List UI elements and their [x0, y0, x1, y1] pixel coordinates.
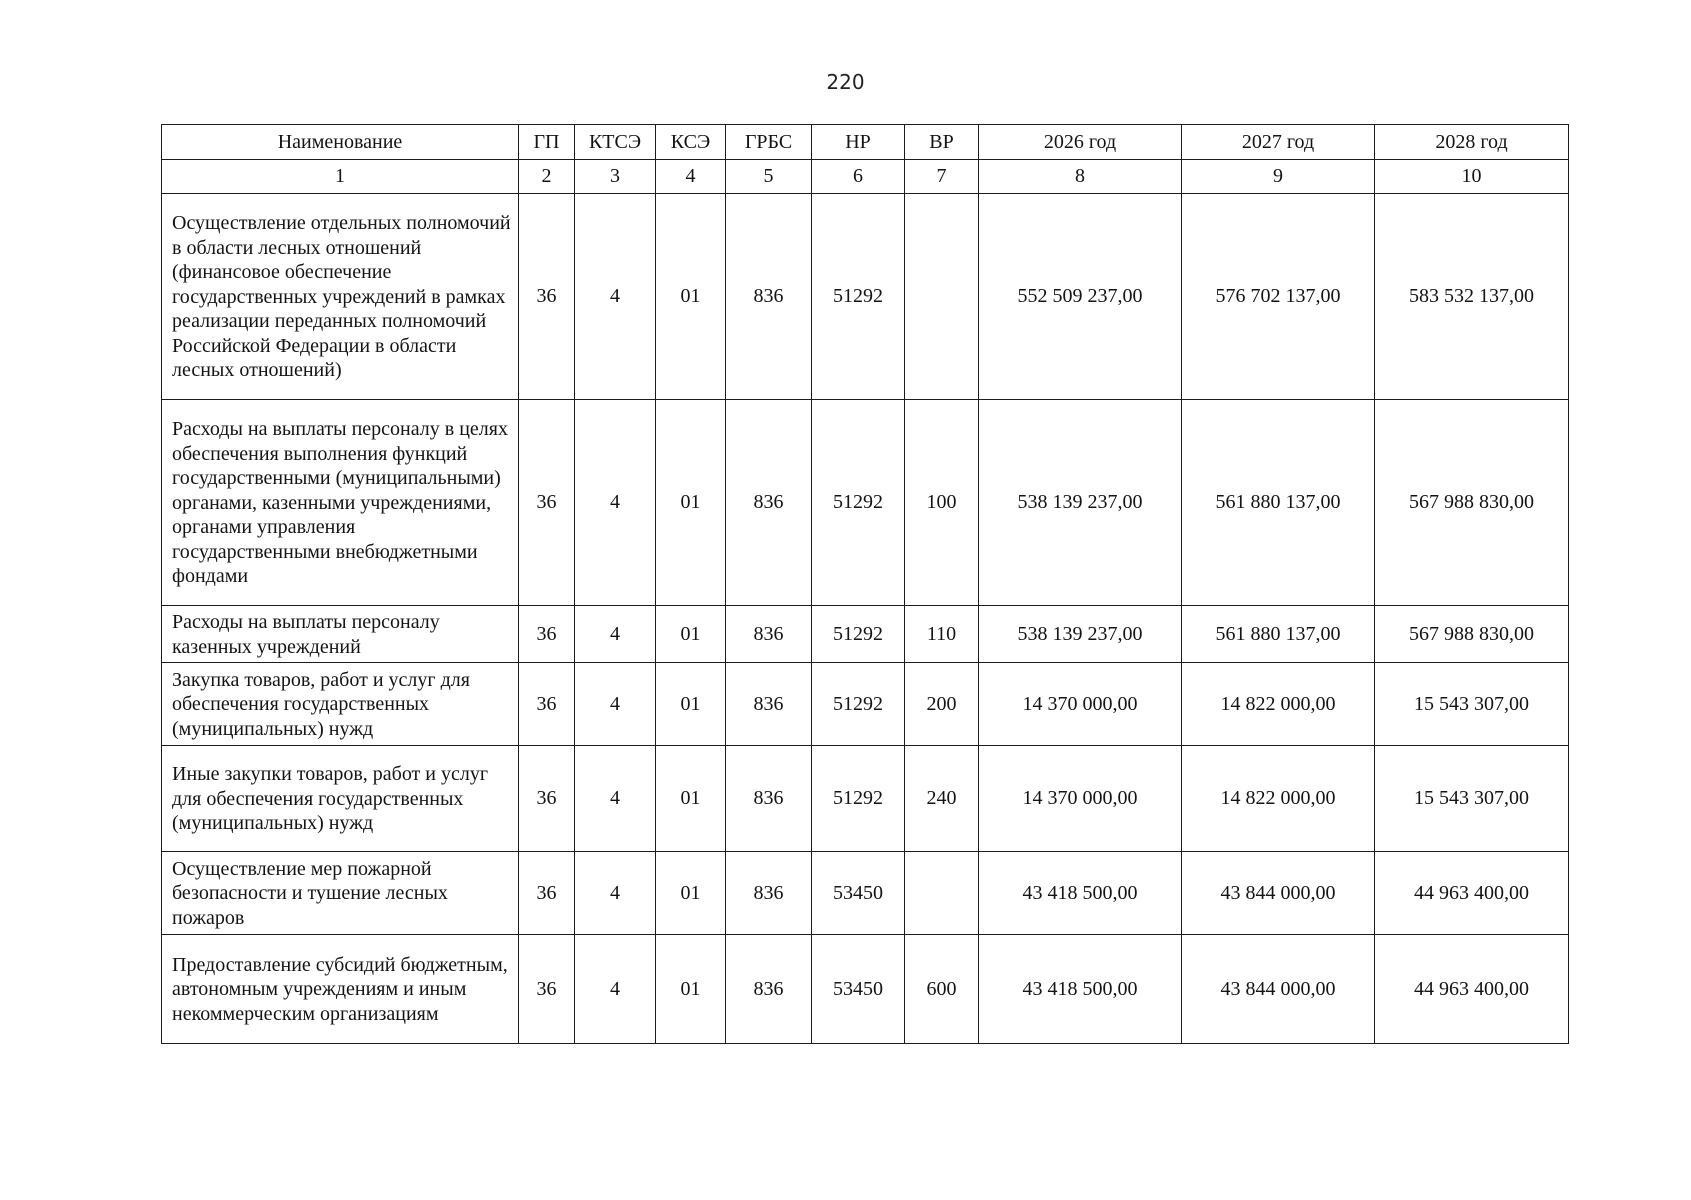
table-row: [162, 935, 1569, 1044]
header-nr: НР: [812, 125, 905, 160]
cell-grbs: 836: [726, 663, 812, 746]
table-row: [162, 663, 1569, 746]
cell-2028: 567 988 830,00: [1375, 400, 1569, 606]
cell-vr: 200: [905, 663, 979, 746]
cell-vr: 100: [905, 400, 979, 606]
row-name: Иные закупки товаров, работ и услуг для обеспечения государственных (муниципальных) нужд: [162, 746, 519, 852]
cell-grbs: 836: [726, 746, 812, 852]
cell-kse: 01: [656, 663, 726, 746]
column-number: 4: [656, 160, 726, 194]
cell-ktse: 4: [575, 935, 656, 1044]
cell-nr: 51292: [812, 400, 905, 606]
table-row: [162, 852, 1569, 935]
cell-nr: 51292: [812, 194, 905, 400]
cell-nr: 51292: [812, 663, 905, 746]
cell-vr: 600: [905, 935, 979, 1044]
cell-2027: 561 880 137,00: [1182, 400, 1375, 606]
cell-ktse: 4: [575, 746, 656, 852]
cell-ktse: 4: [575, 400, 656, 606]
cell-grbs: 836: [726, 400, 812, 606]
cell-nr: 51292: [812, 606, 905, 663]
page-number: 220: [826, 70, 865, 94]
cell-2028: 15 543 307,00: [1375, 663, 1569, 746]
cell-2026: 538 139 237,00: [979, 606, 1182, 663]
cell-2028: 583 532 137,00: [1375, 194, 1569, 400]
cell-grbs: 836: [726, 606, 812, 663]
column-number: 10: [1375, 160, 1569, 194]
cell-ktse: 4: [575, 852, 656, 935]
cell-gp: 36: [519, 746, 575, 852]
cell-nr: 53450: [812, 852, 905, 935]
cell-grbs: 836: [726, 194, 812, 400]
cell-nr: 51292: [812, 746, 905, 852]
cell-vr: [905, 852, 979, 935]
row-name: Расходы на выплаты персоналу казенных учреждений: [162, 606, 519, 663]
column-number: 3: [575, 160, 656, 194]
cell-2026: 14 370 000,00: [979, 663, 1182, 746]
row-name: Осуществление мер пожарной безопасности и тушение лесных пожаров: [162, 852, 519, 935]
cell-kse: 01: [656, 194, 726, 400]
cell-2027: 14 822 000,00: [1182, 746, 1375, 852]
cell-2027: 14 822 000,00: [1182, 663, 1375, 746]
cell-gp: 36: [519, 663, 575, 746]
cell-vr: 110: [905, 606, 979, 663]
cell-2026: 14 370 000,00: [979, 746, 1182, 852]
budget-table: [161, 124, 1569, 1044]
row-name: Предоставление субсидий бюджетным, автономным учреждениям и иным некоммерческим организациям: [162, 935, 519, 1044]
cell-ktse: 4: [575, 194, 656, 400]
cell-2028: 44 963 400,00: [1375, 852, 1569, 935]
cell-ktse: 4: [575, 663, 656, 746]
header-2026: 2026 год: [979, 125, 1182, 160]
table-row: [162, 194, 1569, 400]
cell-kse: 01: [656, 935, 726, 1044]
column-number: 1: [162, 160, 519, 194]
cell-gp: 36: [519, 935, 575, 1044]
header-kse: КСЭ: [656, 125, 726, 160]
cell-kse: 01: [656, 852, 726, 935]
cell-2027: 561 880 137,00: [1182, 606, 1375, 663]
column-number: 5: [726, 160, 812, 194]
header-2028: 2028 год: [1375, 125, 1569, 160]
table-row: [162, 400, 1569, 606]
row-name: Расходы на выплаты персоналу в целях обеспечения выполнения функций государственными (муниципальными) органами, казенными учреждениями, органами управления государственными внебюджетными фондами: [162, 400, 519, 606]
cell-2027: 43 844 000,00: [1182, 852, 1375, 935]
cell-2028: 567 988 830,00: [1375, 606, 1569, 663]
header-row: [162, 125, 1569, 160]
cell-grbs: 836: [726, 935, 812, 1044]
column-number: 6: [812, 160, 905, 194]
column-number-row: [162, 160, 1569, 194]
header-vr: ВР: [905, 125, 979, 160]
header-2027: 2027 год: [1182, 125, 1375, 160]
cell-gp: 36: [519, 852, 575, 935]
cell-2026: 43 418 500,00: [979, 935, 1182, 1044]
row-name: Осуществление отдельных полномочий в области лесных отношений (финансовое обеспечение государственных учреждений в рамках реализации переданных полномочий Российской Федерации в области лесных отношений): [162, 194, 519, 400]
cell-gp: 36: [519, 194, 575, 400]
table-row: [162, 606, 1569, 663]
cell-2026: 552 509 237,00: [979, 194, 1182, 400]
row-name: Закупка товаров, работ и услуг для обеспечения государственных (муниципальных) нужд: [162, 663, 519, 746]
column-number: 8: [979, 160, 1182, 194]
cell-gp: 36: [519, 400, 575, 606]
cell-nr: 53450: [812, 935, 905, 1044]
cell-vr: 240: [905, 746, 979, 852]
header-grbs: ГРБС: [726, 125, 812, 160]
cell-2026: 538 139 237,00: [979, 400, 1182, 606]
cell-kse: 01: [656, 606, 726, 663]
cell-gp: 36: [519, 606, 575, 663]
cell-vr: [905, 194, 979, 400]
cell-2028: 15 543 307,00: [1375, 746, 1569, 852]
cell-grbs: 836: [726, 852, 812, 935]
cell-2027: 576 702 137,00: [1182, 194, 1375, 400]
cell-kse: 01: [656, 400, 726, 606]
cell-kse: 01: [656, 746, 726, 852]
cell-2026: 43 418 500,00: [979, 852, 1182, 935]
header-ktse: КТСЭ: [575, 125, 656, 160]
table-row: [162, 746, 1569, 852]
header-name: Наименование: [162, 125, 519, 160]
column-number: 7: [905, 160, 979, 194]
column-number: 9: [1182, 160, 1375, 194]
header-gp: ГП: [519, 125, 575, 160]
cell-ktse: 4: [575, 606, 656, 663]
cell-2027: 43 844 000,00: [1182, 935, 1375, 1044]
column-number: 2: [519, 160, 575, 194]
cell-2028: 44 963 400,00: [1375, 935, 1569, 1044]
